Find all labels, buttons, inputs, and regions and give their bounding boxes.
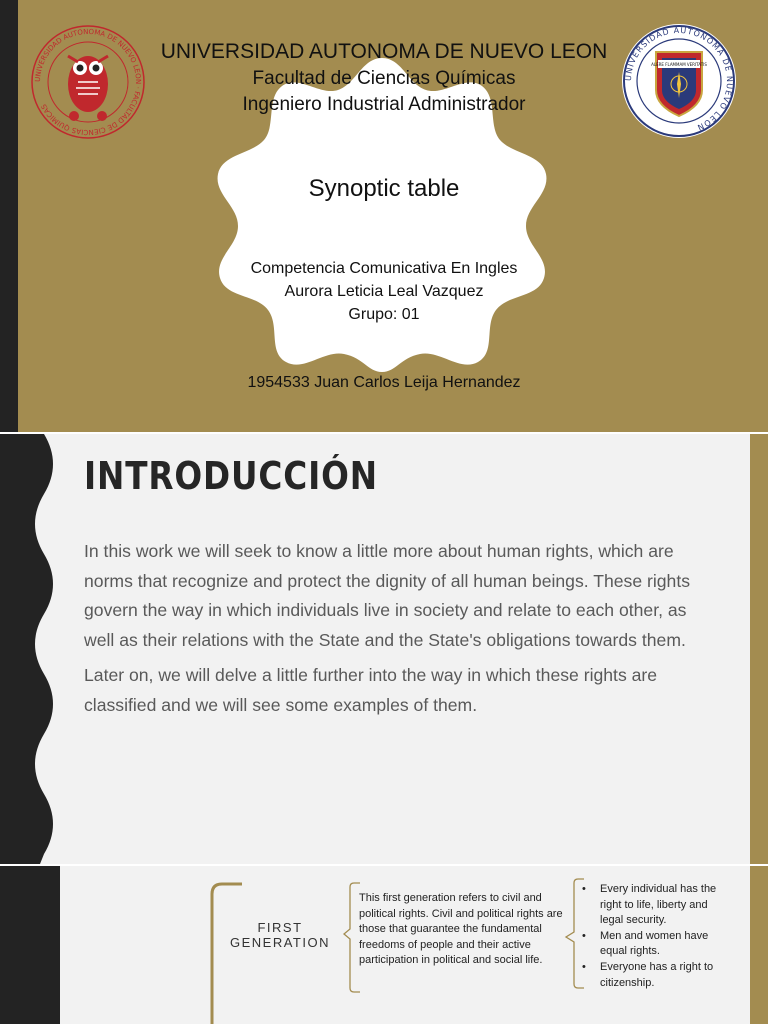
examples-list	[580, 882, 730, 991]
svg-text:UNIVERSIDAD AUTONOMA DE NUEVO: UNIVERSIDAD AUTONOMA DE NUEVO LEON · FACULTAD DE CIENCIAS QUIMICAS	[33, 27, 143, 137]
introduction-slide	[0, 434, 768, 864]
faculty-name: Facultad de Ciencias Químicas	[252, 68, 516, 89]
faculty-seal-logo	[28, 22, 148, 142]
intro-paragraph: Later on, we will delve a little further into the way in which these rights are classified and we will see some examples of them.	[84, 665, 658, 715]
university-seal-logo	[620, 22, 738, 140]
generation-label: FIRST GENERATION	[230, 920, 330, 950]
wavy-dark-sidebar	[0, 434, 60, 864]
synoptic-table-slide	[0, 866, 768, 1024]
student-info: 1954533 Juan Carlos Leija Hernandez	[247, 374, 521, 391]
intro-gold-bar	[750, 434, 768, 864]
program-name: Ingeniero Industrial Administrador	[242, 94, 526, 115]
university-name: UNIVERSIDAD AUTONOMA DE NUEVO LEON	[160, 40, 608, 63]
list-item: • Every individual has the right to life, liberty and legal security.	[580, 882, 730, 929]
intro-paragraph: In this work we will seek to know a little more about human rights, which are norms that recognize and protect the dignity of all human beings. These rights govern the way in which individuals live in society and relate to each other, as well as their relations with the State and the State's obligations towards them.	[84, 541, 691, 650]
teacher-name: Aurora Leticia Leal Vazquez	[284, 283, 484, 300]
cover-dark-bar	[0, 0, 18, 432]
course-name: Competencia Comunicativa En Ingles	[250, 260, 518, 277]
generation-description: This first generation refers to civil and political rights. Civil and political rights are those that guarantee the fundamental freedoms of people and their active participation in political and social life.	[359, 892, 563, 966]
introduction-heading: INTRODUCCIÓN	[84, 454, 378, 498]
list-item: • Men and women have equal rights.	[580, 929, 730, 960]
group-label: Grupo: 01	[348, 306, 420, 323]
svg-text:ALERE FLAMMAM VERITATIS: ALERE FLAMMAM VERITATIS	[651, 62, 707, 67]
introduction-body	[84, 537, 714, 727]
document-title: Synoptic table	[308, 175, 460, 202]
list-item: • Everyone has a right to citizenship.	[580, 960, 730, 991]
cover-slide	[0, 0, 768, 432]
svg-text:UNIVERSIDAD AUTONOMA DE NUEVO: UNIVERSIDAD AUTONOMA DE NUEVO LEON	[623, 25, 735, 133]
